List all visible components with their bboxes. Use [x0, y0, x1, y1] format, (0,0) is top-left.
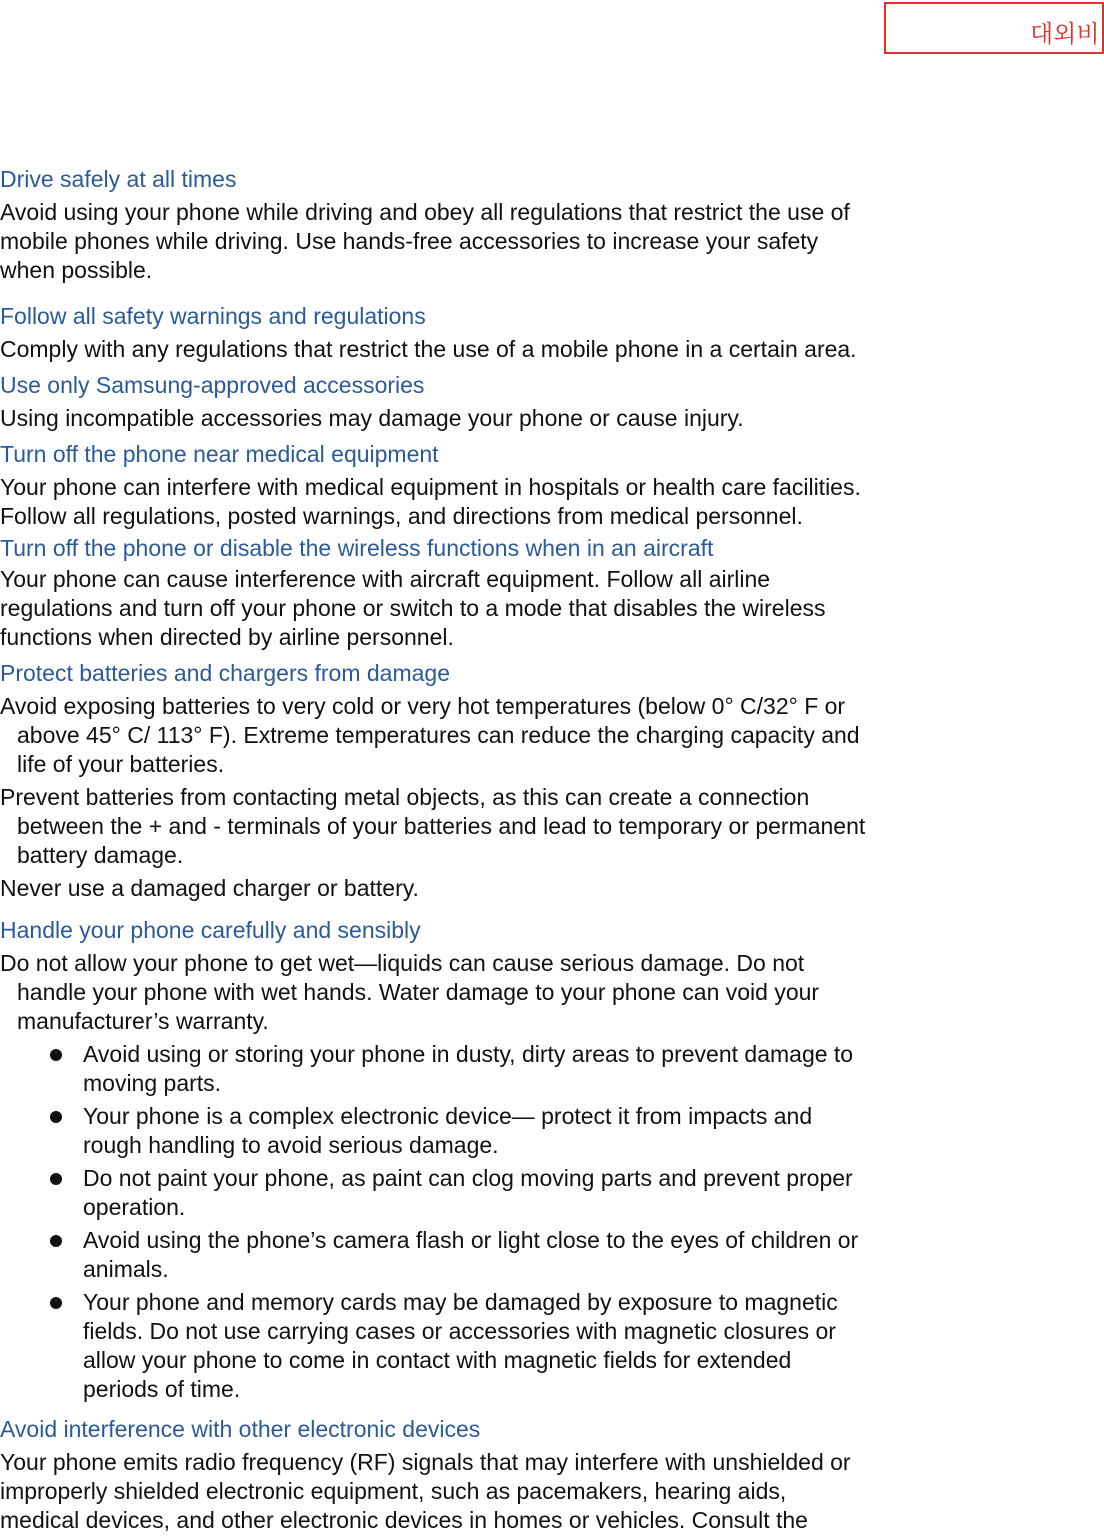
- section-medical-equipment: [0, 439, 940, 531]
- body-line: animals.: [83, 1256, 169, 1282]
- body-line: when possible.: [0, 257, 153, 283]
- body-line: between the + and - terminals of your batteries and lead to temporary or permanent: [17, 813, 866, 839]
- section-heading: Avoid interference with other electronic devices: [0, 1416, 481, 1442]
- body-line: Your phone is a complex electronic device— protect it from impacts and: [83, 1103, 813, 1129]
- body-line: mobile phones while driving. Use hands-free accessories to increase your safety: [0, 228, 819, 254]
- paragraph: [0, 874, 940, 903]
- body-line: operation.: [83, 1194, 186, 1220]
- body-line: Never use a damaged charger or battery.: [0, 875, 419, 901]
- body-line: moving parts.: [83, 1070, 222, 1096]
- body-line: life of your batteries.: [17, 751, 225, 777]
- body-line: functions when directed by airline personnel.: [0, 624, 454, 650]
- body-line: Avoid using your phone while driving and obey all regulations that restrict the use of: [0, 199, 850, 225]
- section-heading: Turn off the phone near medical equipment: [0, 441, 439, 467]
- paragraph: [0, 949, 940, 1036]
- body-line: fields. Do not use carrying cases or accessories with magnetic closures or: [83, 1318, 836, 1344]
- body-line: regulations and turn off your phone or switch to a mode that disables the wireless: [0, 595, 826, 621]
- section-heading: Turn off the phone or disable the wireless functions when in an aircraft: [0, 535, 714, 561]
- section-heading: Protect batteries and chargers from damage: [0, 660, 451, 686]
- section-handle-phone: [0, 915, 940, 1404]
- body-line: Do not allow your phone to get wet—liquids can cause serious damage. Do not: [0, 950, 805, 976]
- paragraph: [0, 692, 940, 779]
- section-interference: [0, 1414, 940, 1535]
- bullet-item: [0, 1164, 940, 1222]
- body-line: rough handling to avoid serious damage.: [83, 1132, 499, 1158]
- body-line: improperly shielded electronic equipment, such as pacemakers, hearing aids,: [0, 1478, 787, 1504]
- document-body: [0, 164, 940, 1535]
- confidential-stamp-text: 대외비: [1030, 20, 1100, 48]
- section-approved-accessories: [0, 370, 940, 433]
- section-aircraft: [0, 533, 940, 652]
- body-line: Avoid exposing batteries to very cold or very hot temperatures (below 0° C/32° F or: [0, 693, 846, 719]
- body-line: Avoid using the phone’s camera flash or light close to the eyes of children or: [83, 1227, 859, 1253]
- body-line: Your phone and memory cards may be damaged by exposure to magnetic: [83, 1289, 838, 1315]
- body-line: Prevent batteries from contacting metal objects, as this can create a connection: [0, 784, 810, 810]
- section-drive-safely: [0, 164, 940, 285]
- body-line: Your phone can cause interference with aircraft equipment. Follow all airline: [0, 566, 771, 592]
- paragraph: [0, 783, 940, 870]
- section-heading: Follow all safety warnings and regulations: [0, 303, 426, 329]
- section-heading: Drive safely at all times: [0, 166, 237, 192]
- section-heading: Use only Samsung-approved accessories: [0, 372, 425, 398]
- body-line: Your phone can interfere with medical equipment in hospitals or health care facilities.: [0, 474, 861, 500]
- confidential-stamp: [884, 2, 1104, 54]
- body-line: Follow all regulations, posted warnings, and directions from medical personnel.: [0, 503, 803, 529]
- body-line: manufacturer’s warranty.: [17, 1008, 269, 1034]
- body-line: allow your phone to come in contact with magnetic fields for extended: [83, 1347, 792, 1373]
- body-line: Using incompatible accessories may damage your phone or cause injury.: [0, 405, 744, 431]
- section-safety-warnings: [0, 301, 940, 364]
- bullet-item: [0, 1102, 940, 1160]
- section-heading: Handle your phone carefully and sensibly: [0, 917, 421, 943]
- body-line: periods of time.: [83, 1376, 241, 1402]
- section-batteries: [0, 658, 940, 903]
- body-line: battery damage.: [17, 842, 184, 868]
- body-line: medical devices, and other electronic devices in homes or vehicles. Consult the: [0, 1507, 808, 1533]
- bullet-item: [0, 1288, 940, 1404]
- bullet-item: [0, 1040, 940, 1098]
- body-line: Avoid using or storing your phone in dusty, dirty areas to prevent damage to: [83, 1041, 854, 1067]
- bullet-item: [0, 1226, 940, 1284]
- body-line: above 45° C/ 113° F). Extreme temperatures can reduce the charging capacity and: [17, 722, 860, 748]
- body-line: Comply with any regulations that restrict the use of a mobile phone in a certain area.: [0, 336, 857, 362]
- body-line: Do not paint your phone, as paint can clog moving parts and prevent proper: [83, 1165, 853, 1191]
- body-line: handle your phone with wet hands. Water damage to your phone can void your: [17, 979, 820, 1005]
- body-line: Your phone emits radio frequency (RF) signals that may interfere with unshielded or: [0, 1449, 851, 1475]
